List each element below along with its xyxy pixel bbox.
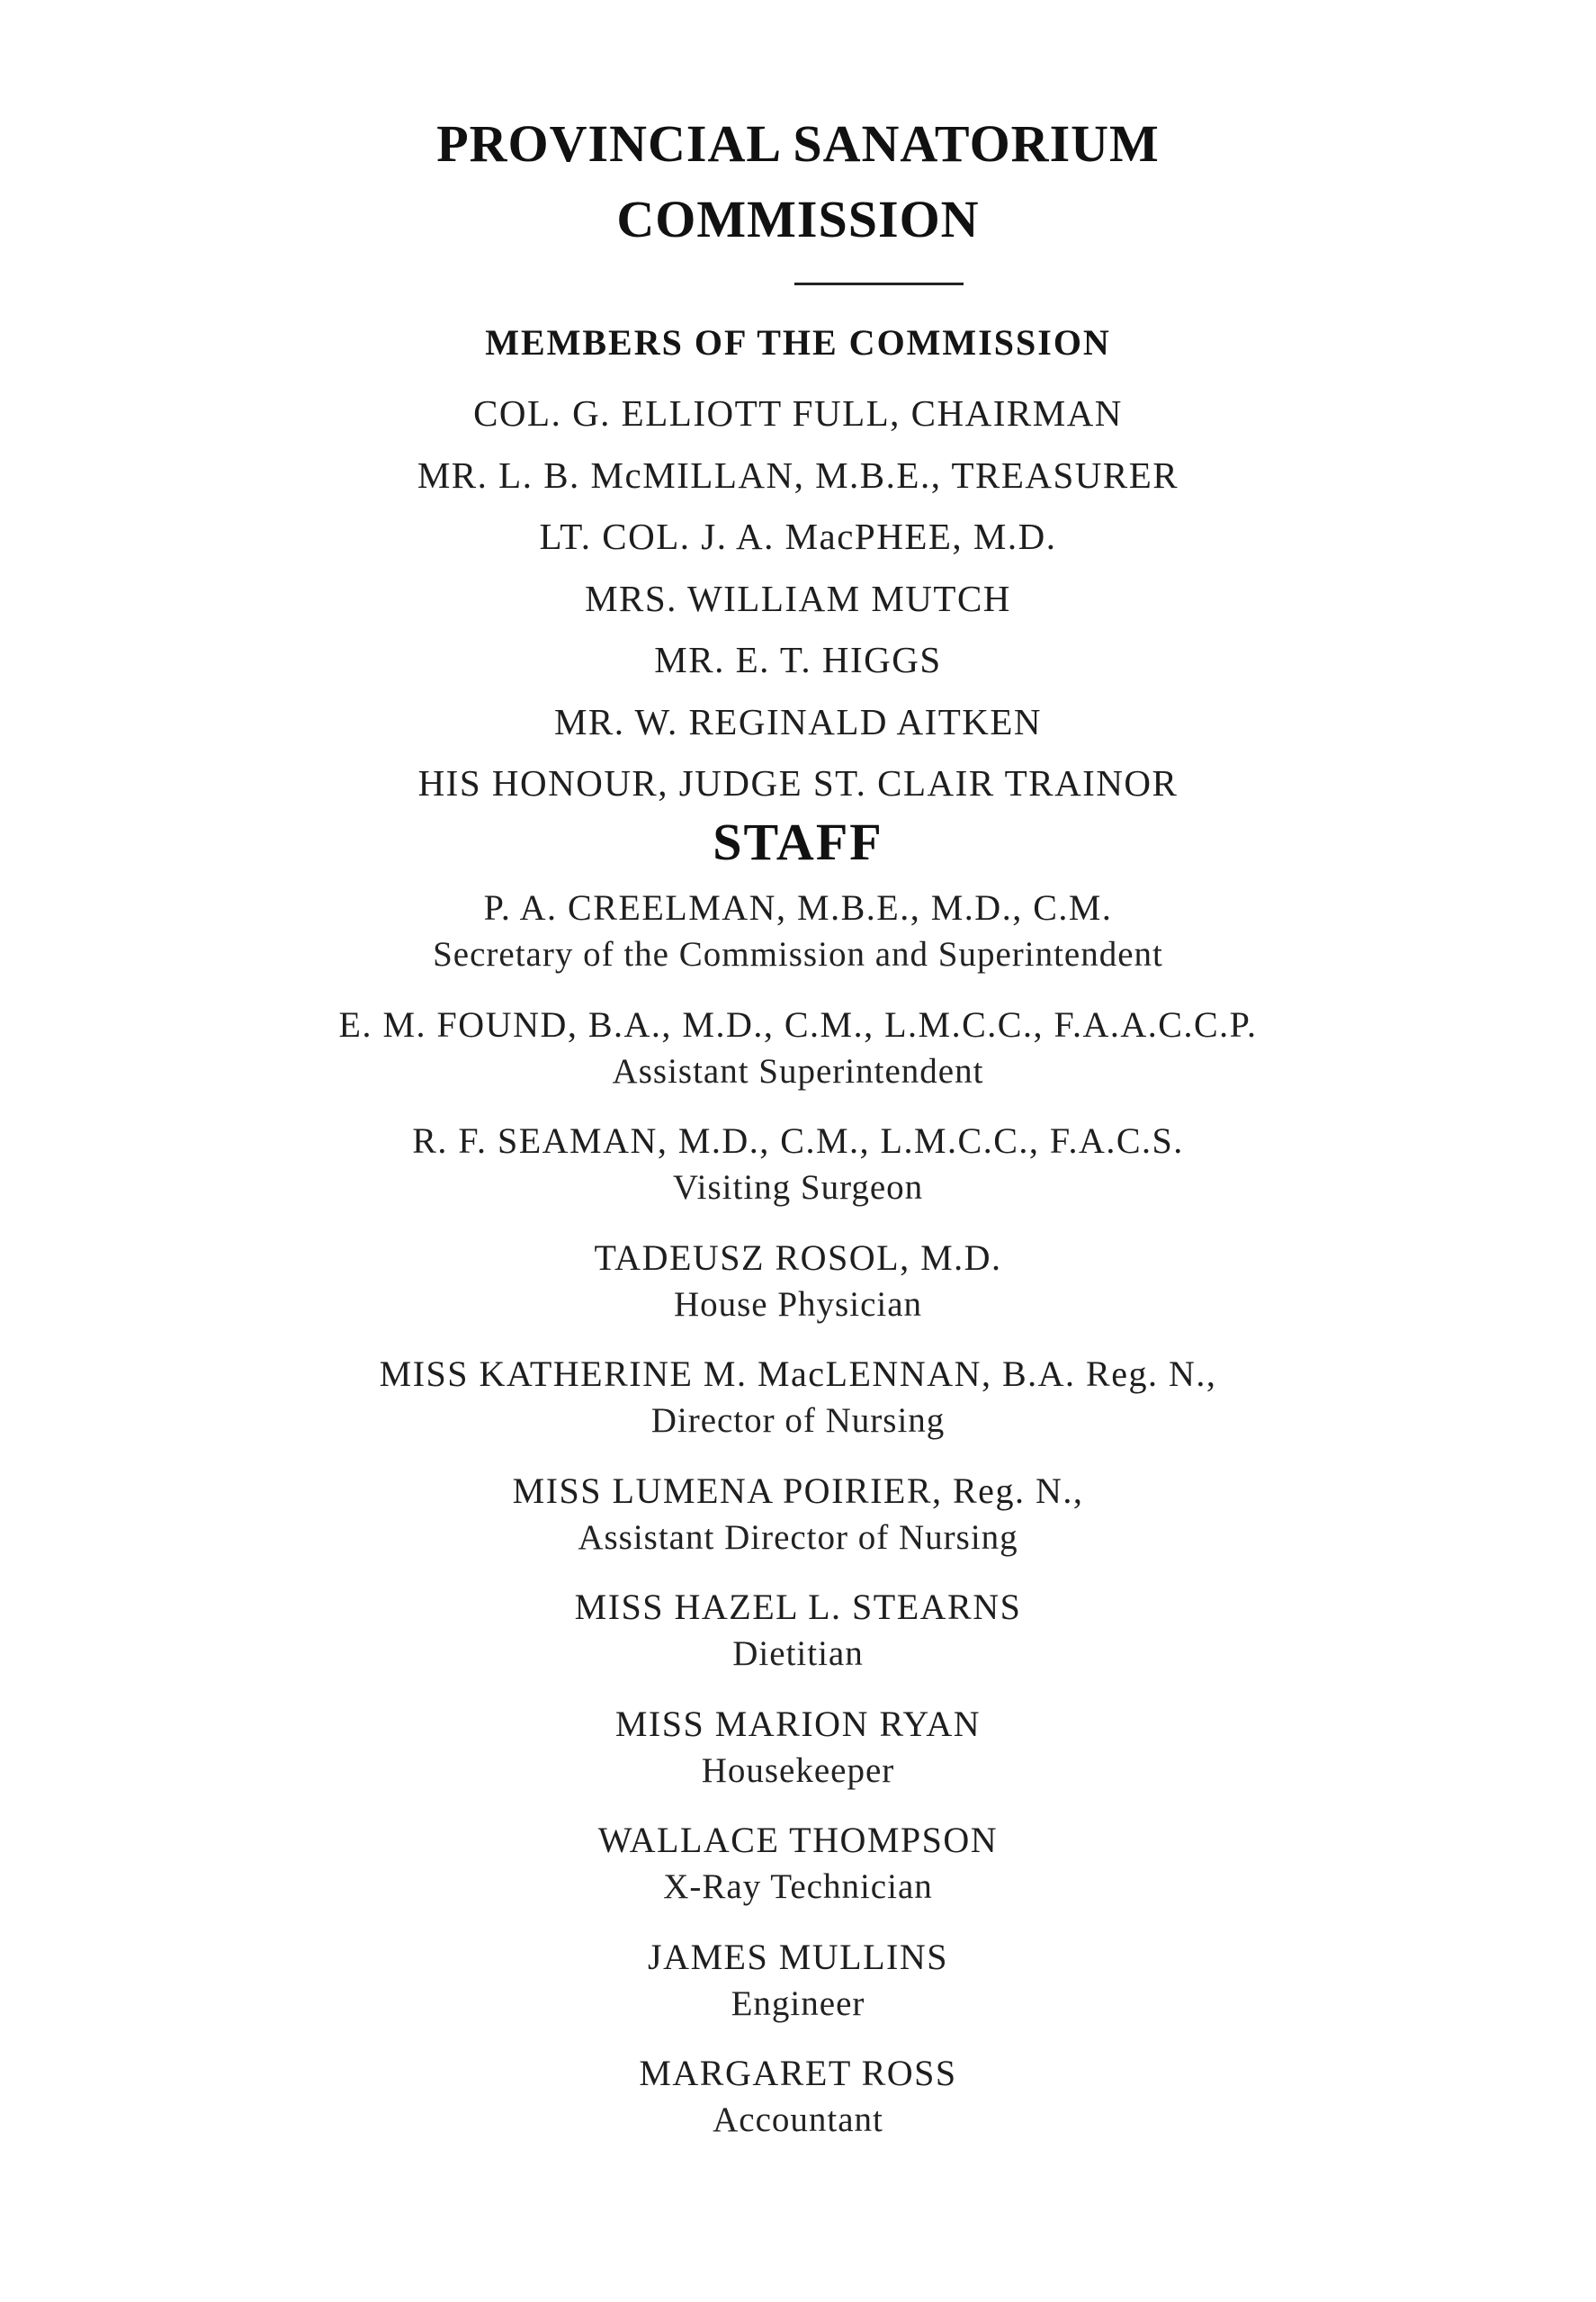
member-item: COL. G. ELLIOTT FULL, CHAIRMAN (473, 392, 1123, 434)
staff-role: Assistant Director of Nursing (578, 1517, 1018, 1557)
members-heading: MEMBERS OF THE COMMISSION (485, 322, 1111, 363)
staff-name: MARGARET ROSS (639, 2053, 957, 2093)
staff-entry (0, 1235, 1596, 1352)
staff-name: MISS KATHERINE M. MacLENNAN, B.A. Reg. N., (379, 1353, 1217, 1394)
staff-name: MISS LUMENA POIRIER, Reg. N., (512, 1470, 1084, 1511)
staff-entry (0, 1351, 1596, 1468)
staff-list (0, 885, 1596, 2167)
staff-name: JAMES MULLINS (648, 1936, 948, 1977)
staff-role: Engineer (731, 1983, 865, 2023)
staff-entry (0, 1934, 1596, 2051)
staff-role: Director of Nursing (650, 1401, 946, 1440)
staff-name: R. F. SEAMAN, M.D., C.M., L.M.C.C., F.A.C.S. (412, 1120, 1184, 1161)
staff-name: WALLACE THOMPSON (597, 1820, 999, 1860)
staff-role: Secretary of the Commission and Superintendent (433, 935, 1163, 974)
member-item: MRS. WILLIAM MUTCH (585, 577, 1011, 619)
staff-entry (0, 1468, 1596, 1585)
staff-entry (0, 2050, 1596, 2167)
title-line-2: COMMISSION (616, 190, 980, 248)
staff-entry (0, 1002, 1596, 1119)
staff-name: MISS MARION RYAN (614, 1703, 982, 1744)
staff-role: X-Ray Technician (663, 1867, 933, 1906)
member-item: MR. L. B. McMILLAN, M.B.E., TREASURER (417, 454, 1179, 496)
staff-name: TADEUSZ ROSOL, M.D. (594, 1236, 1002, 1278)
staff-entry (0, 1584, 1596, 1701)
members-list (0, 382, 1596, 814)
staff-role: Housekeeper (701, 1750, 895, 1790)
staff-role: House Physician (673, 1284, 923, 1324)
title-line-1: PROVINCIAL SANATORIUM (436, 114, 1160, 173)
staff-name: MISS HAZEL L. STEARNS (574, 1587, 1022, 1627)
staff-entry (0, 1118, 1596, 1235)
member-item: HIS HONOUR, JUDGE ST. CLAIR TRAINOR (417, 762, 1179, 804)
member-item: LT. COL. J. A. MacPHEE, M.D. (539, 516, 1057, 557)
staff-role: Visiting Surgeon (672, 1168, 924, 1207)
staff-role: Assistant Superintendent (612, 1051, 984, 1091)
page-title (0, 106, 1596, 257)
staff-entry (0, 1701, 1596, 1818)
staff-name: P. A. CREELMAN, M.B.E., M.D., C.M. (483, 887, 1113, 928)
title-divider (794, 283, 964, 285)
staff-role: Dietitian (732, 1634, 864, 1673)
staff-role: Accountant (713, 2100, 883, 2139)
staff-entry (0, 1817, 1596, 1934)
staff-entry (0, 885, 1596, 1002)
staff-heading: STAFF (713, 813, 883, 871)
staff-name: E. M. FOUND, B.A., M.D., C.M., L.M.C.C., F.A.A.C.C.P. (338, 1003, 1258, 1045)
member-item: MR. W. REGINALD AITKEN (553, 700, 1043, 742)
member-item: MR. E. T. HIGGS (654, 639, 942, 680)
